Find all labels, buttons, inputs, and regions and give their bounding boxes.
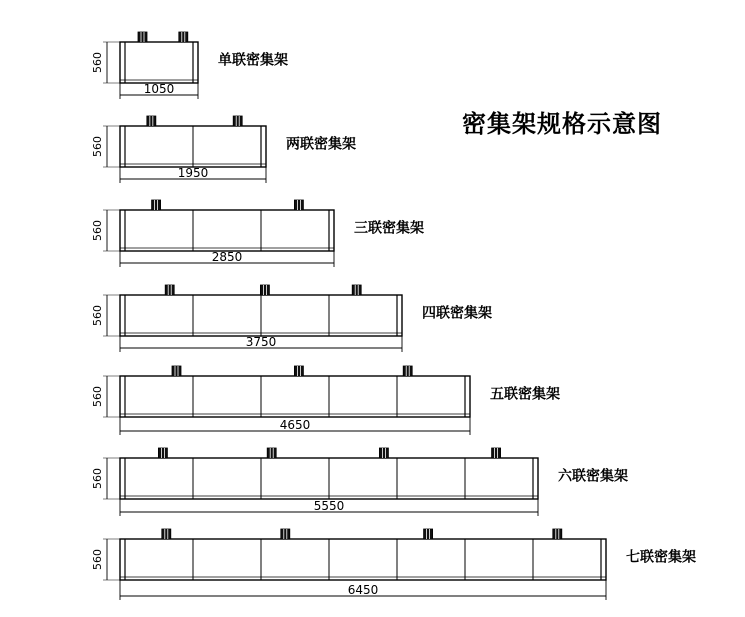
rack-unit-2 [91, 116, 356, 183]
rack-name-label: 六联密集架 [558, 468, 628, 485]
handle-icon [294, 366, 303, 376]
handle-icon [352, 285, 361, 295]
rack-unit-1 [91, 32, 288, 99]
height-label: 560 [91, 52, 104, 73]
rack-unit-7 [91, 529, 696, 600]
rack-name-label: 五联密集架 [490, 386, 560, 403]
handle-icon [172, 366, 181, 376]
rack-name-label: 两联密集架 [286, 136, 356, 153]
rack-unit-4 [91, 285, 492, 352]
rack-frame [120, 42, 198, 83]
rack-unit-6 [91, 448, 628, 516]
height-label: 560 [91, 549, 104, 570]
width-label: 6450 [347, 583, 379, 597]
handle-icon [147, 116, 156, 126]
width-label: 5550 [313, 499, 345, 513]
height-label: 560 [91, 136, 104, 157]
height-label: 560 [91, 468, 104, 489]
handle-icon [403, 366, 412, 376]
rack-name-label: 七联密集架 [626, 549, 696, 566]
handle-icon [260, 285, 269, 295]
height-label: 560 [91, 220, 104, 241]
rack-unit-3 [91, 200, 424, 267]
handle-icon [281, 529, 290, 539]
handle-icon [138, 32, 147, 42]
width-label: 1050 [143, 82, 175, 96]
rack-name-label: 四联密集架 [422, 305, 492, 322]
handle-icon [492, 448, 501, 458]
rack-frame [120, 210, 334, 251]
handle-icon [152, 200, 161, 210]
rack-name-label: 三联密集架 [354, 220, 424, 237]
height-label: 560 [91, 305, 104, 326]
handle-icon [553, 529, 562, 539]
handle-icon [158, 448, 167, 458]
handle-icon [165, 285, 174, 295]
rack-frame [120, 376, 470, 417]
main-title: 密集架规格示意图 [462, 110, 662, 138]
handle-icon [179, 32, 188, 42]
height-label: 560 [91, 386, 104, 407]
width-label: 1950 [177, 166, 209, 180]
handle-icon [233, 116, 242, 126]
width-label: 4650 [279, 418, 311, 432]
rack-unit-5 [91, 366, 560, 435]
width-label: 2850 [211, 250, 243, 264]
handle-icon [424, 529, 433, 539]
rack-name-label: 单联密集架 [218, 52, 288, 69]
handle-icon [294, 200, 303, 210]
handle-icon [379, 448, 388, 458]
handle-icon [162, 529, 171, 539]
width-label: 3750 [245, 335, 277, 349]
handle-icon [267, 448, 276, 458]
